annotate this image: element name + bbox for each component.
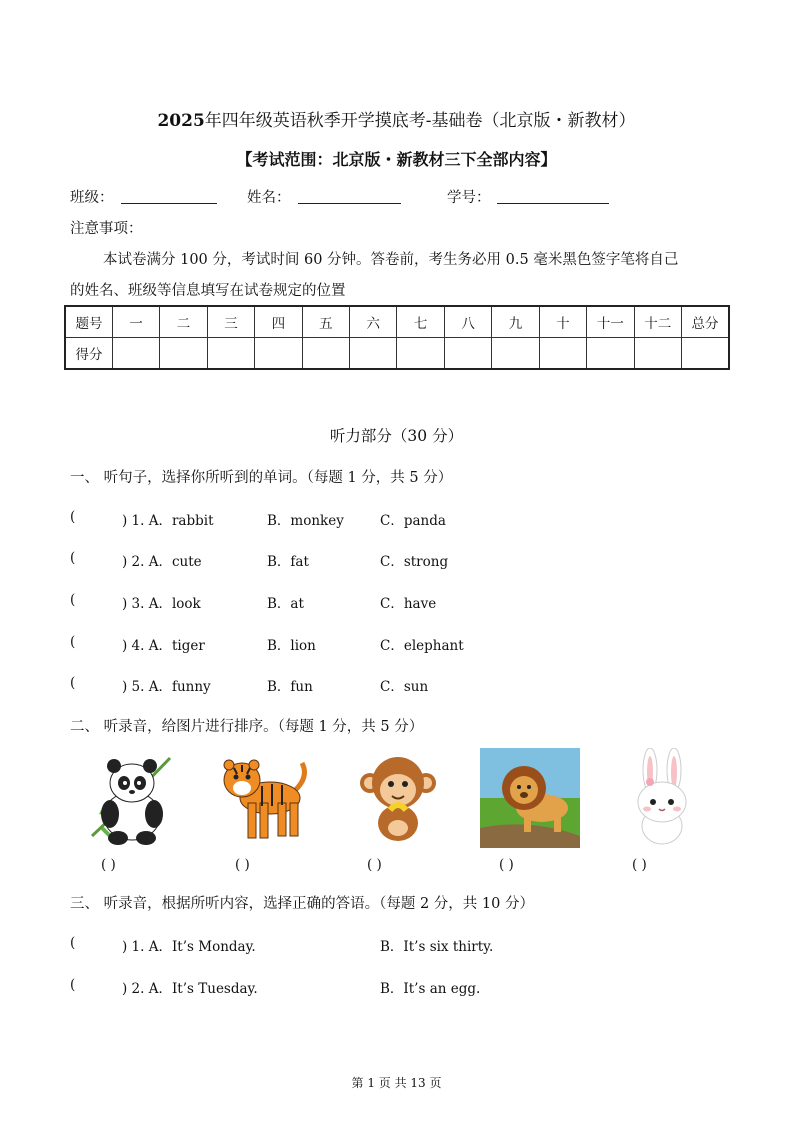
name-label: 姓名：	[247, 190, 291, 206]
score-table-header-row	[65, 306, 729, 338]
score-cell[interactable]	[207, 338, 254, 370]
table-cell: 十一	[587, 306, 634, 338]
option-c: C．panda	[380, 513, 446, 529]
option-a: ) 5. A．funny	[122, 679, 211, 695]
image-answer-blank[interactable]: ( )	[632, 857, 647, 873]
option-a: ) 1. A．It’s Monday.	[122, 939, 256, 955]
table-cell: 得分	[65, 338, 112, 370]
option-a: ) 3. A．look	[122, 596, 201, 612]
score-cell[interactable]	[397, 338, 444, 370]
monkey-image	[348, 748, 448, 848]
image-answer-blank[interactable]: ( )	[101, 857, 116, 873]
name-blank[interactable]	[298, 203, 401, 204]
image-answer-blank[interactable]: ( )	[499, 857, 514, 873]
option-b: B．It’s six thirty.	[380, 939, 494, 955]
table-cell: 五	[302, 306, 349, 338]
id-blank[interactable]	[497, 203, 609, 204]
score-cell[interactable]	[634, 338, 681, 370]
section-2-title: 二、 听录音，给图片进行排序。（每题 1 分，共 5 分）	[70, 719, 424, 735]
score-cell[interactable]	[681, 338, 729, 370]
exam-scope: 【考试范围：北京版・新教材三下全部内容】	[236, 150, 557, 169]
score-cell[interactable]	[302, 338, 349, 370]
table-cell: 总分	[681, 306, 729, 338]
option-a: ) 4. A．tiger	[122, 638, 205, 654]
option-a: ) 2. A．cute	[122, 554, 202, 570]
rabbit-image	[612, 748, 712, 848]
image-answer-blank[interactable]: ( )	[367, 857, 382, 873]
answer-paren[interactable]: (	[70, 977, 76, 993]
answer-paren[interactable]: (	[70, 592, 76, 608]
option-c: C．have	[380, 596, 437, 612]
class-label: 班级：	[70, 190, 114, 206]
lion-image	[480, 748, 580, 848]
score-cell[interactable]	[112, 338, 159, 370]
option-b: B．at	[267, 596, 304, 612]
score-table	[64, 305, 730, 370]
score-cell[interactable]	[444, 338, 491, 370]
score-cell[interactable]	[255, 338, 302, 370]
table-cell: 十	[539, 306, 586, 338]
table-cell: 七	[397, 306, 444, 338]
exam-title: 2025年四年级英语秋季开学摸底考-基础卷（北京版・新教材）	[157, 111, 636, 131]
answer-paren[interactable]: (	[70, 935, 76, 951]
option-a: ) 2. A．It’s Tuesday.	[122, 981, 258, 997]
option-b: B．It’s an egg.	[380, 981, 481, 997]
table-cell: 一	[112, 306, 159, 338]
option-a: ) 1. A．rabbit	[122, 513, 214, 529]
answer-paren[interactable]: (	[70, 550, 76, 566]
answer-paren[interactable]: (	[70, 634, 76, 650]
table-cell: 十二	[634, 306, 681, 338]
notice-heading: 注意事项：	[70, 221, 143, 237]
class-blank[interactable]	[121, 203, 217, 204]
score-cell[interactable]	[160, 338, 207, 370]
section-3-title: 三、 听录音，根据所听内容，选择正确的答语。（每题 2 分，共 10 分）	[70, 896, 534, 912]
option-c: C．sun	[380, 679, 429, 695]
id-label: 学号：	[447, 190, 491, 206]
page-footer: 第 1 页 共 13 页	[351, 1076, 442, 1090]
option-c: C．strong	[380, 554, 449, 570]
option-b: B．monkey	[267, 513, 344, 529]
table-cell: 四	[255, 306, 302, 338]
panda-image	[82, 748, 182, 848]
table-cell: 题号	[65, 306, 112, 338]
listening-title: 听力部分（30 分）	[329, 427, 464, 445]
notice-line-1: 本试卷满分 100 分，考试时间 60 分钟。答卷前，考生务必用 0.5 毫米黑色签字笔将自己	[103, 252, 679, 268]
answer-paren[interactable]: (	[70, 509, 76, 525]
image-answer-blank[interactable]: ( )	[235, 857, 250, 873]
score-cell[interactable]	[492, 338, 539, 370]
section-1-title: 一、 听句子，选择你所听到的单词。（每题 1 分，共 5 分）	[70, 470, 453, 486]
table-cell: 三	[207, 306, 254, 338]
tiger-image	[212, 748, 312, 848]
option-c: C．elephant	[380, 638, 464, 654]
table-cell: 九	[492, 306, 539, 338]
answer-paren[interactable]: (	[70, 675, 76, 691]
score-cell[interactable]	[350, 338, 397, 370]
notice-line-2: 的姓名、班级等信息填写在试卷规定的位置	[70, 283, 346, 299]
option-b: B．fat	[267, 554, 309, 570]
score-cell[interactable]	[587, 338, 634, 370]
score-cell[interactable]	[539, 338, 586, 370]
option-b: B．fun	[267, 679, 313, 695]
table-cell: 八	[444, 306, 491, 338]
score-table-score-row	[65, 338, 729, 370]
table-cell: 二	[160, 306, 207, 338]
option-b: B．lion	[267, 638, 316, 654]
table-cell: 六	[350, 306, 397, 338]
